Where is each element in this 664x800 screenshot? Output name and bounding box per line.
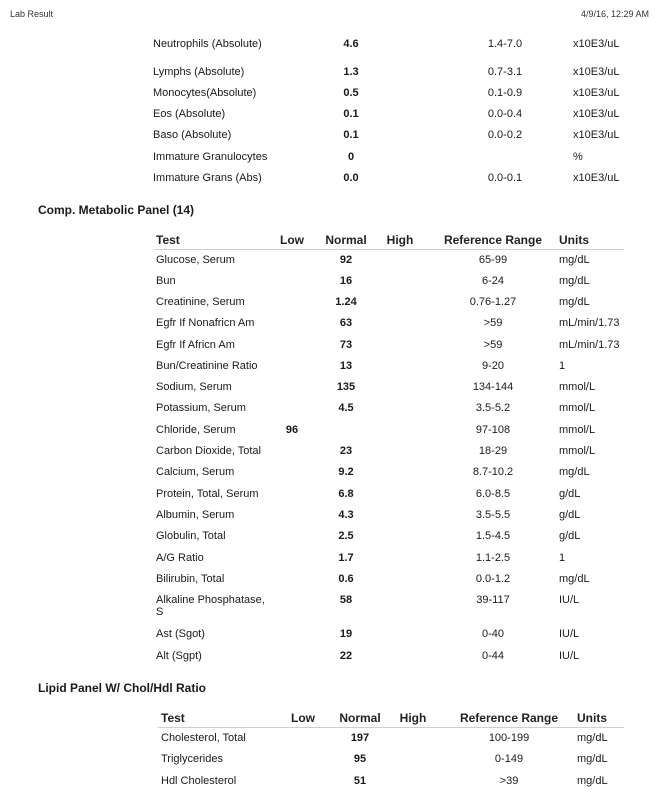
normal-value: 58	[339, 594, 353, 606]
normal-value: 0.6	[338, 573, 354, 585]
test-name: Creatinine, Serum	[156, 296, 245, 308]
test-name: Baso (Absolute)	[153, 129, 232, 141]
result-unit: x10E3/uL	[573, 87, 620, 99]
reference-range: 134-144	[472, 381, 514, 393]
test-name: Bun	[156, 275, 176, 287]
cmp-col-test: Test	[156, 233, 180, 247]
test-name: Cholesterol, Total	[161, 732, 246, 744]
reference-range: 18-29	[478, 445, 508, 457]
normal-value: 1.7	[338, 552, 354, 564]
reference-range: 39-117	[476, 594, 510, 606]
result-unit: 1	[559, 360, 566, 372]
normal-value: 92	[339, 254, 353, 266]
reference-range: 65-99	[478, 254, 508, 266]
lipid-col-low: Low	[291, 711, 315, 725]
cbc-row	[0, 106, 664, 122]
result-value: 0.1	[343, 129, 359, 141]
normal-value: 135	[336, 381, 356, 393]
test-name: Egfr If Africn Am	[156, 339, 235, 351]
lipid-col-reference-range: Reference Range	[459, 711, 559, 725]
reference-range: 6.0-8.5	[475, 488, 511, 500]
test-name: Glucose, Serum	[156, 254, 235, 266]
test-name: Ast (Sgot)	[156, 628, 205, 640]
test-name: Lymphs (Absolute)	[153, 66, 245, 78]
result-value: 0	[347, 151, 355, 163]
cmp-row	[0, 464, 664, 480]
lipid-row	[0, 773, 664, 789]
test-name: Globulin, Total	[156, 530, 226, 542]
result-unit: mmol/L	[559, 402, 596, 414]
result-unit: IU/L	[559, 650, 580, 662]
test-name: Albumin, Serum	[156, 509, 235, 521]
cmp-row	[0, 592, 664, 618]
cbc-row	[0, 149, 664, 165]
normal-value: 51	[353, 775, 367, 787]
test-name: Protein, Total, Serum	[156, 488, 259, 500]
result-unit: mL/min/1.73	[559, 339, 620, 351]
result-unit: x10E3/uL	[573, 129, 620, 141]
result-value: 4.6	[343, 38, 359, 50]
reference-range: 0.0-0.4	[487, 108, 523, 120]
lipid-header-row	[0, 710, 664, 726]
reference-range: >59	[483, 339, 503, 351]
result-unit: mg/dL	[577, 775, 608, 787]
cmp-row	[0, 252, 664, 268]
test-name: Egfr If Nonafricn Am	[156, 317, 255, 329]
cmp-row	[0, 507, 664, 523]
test-name: Eos (Absolute)	[153, 108, 226, 120]
cmp-row	[0, 337, 664, 353]
test-name: Carbon Dioxide, Total	[156, 445, 261, 457]
cbc-row	[0, 127, 664, 143]
reference-range: 3.5-5.2	[475, 402, 511, 414]
normal-value: 1.24	[335, 296, 357, 308]
cbc-row	[0, 85, 664, 101]
result-unit: mmol/L	[559, 445, 596, 457]
result-value: 0.0	[343, 172, 359, 184]
reference-range: 1.1-2.5	[475, 552, 511, 564]
lipid-header-divider	[158, 727, 624, 728]
result-unit: mg/dL	[577, 753, 608, 765]
reference-range: 100-199	[488, 732, 530, 744]
normal-value: 197	[350, 732, 370, 744]
cmp-col-low: Low	[280, 233, 304, 247]
normal-value: 63	[339, 317, 353, 329]
normal-value: 2.5	[338, 530, 354, 542]
normal-value: 16	[339, 275, 353, 287]
test-name: Neutrophils (Absolute)	[153, 38, 262, 50]
reference-range: 0.0-0.1	[487, 172, 523, 184]
cmp-row	[0, 379, 664, 395]
test-name: Chloride, Serum	[156, 424, 236, 436]
result-unit: mg/dL	[559, 296, 590, 308]
test-name: Alkaline Phosphatase,	[156, 594, 265, 606]
reference-range: 1.4-7.0	[487, 38, 523, 50]
lipid-col-units: Units	[577, 711, 607, 725]
cbc-row	[0, 64, 664, 80]
test-name: Hdl Cholesterol	[161, 775, 237, 787]
cmp-col-normal: Normal	[325, 233, 367, 247]
normal-value: 4.5	[338, 402, 354, 414]
result-unit: mL/min/1.73	[559, 317, 620, 329]
cmp-row	[0, 400, 664, 416]
cmp-row	[0, 273, 664, 289]
test-name: Bilirubin, Total	[156, 573, 225, 585]
reference-range: 0.0-1.2	[475, 573, 511, 585]
normal-value: 73	[339, 339, 353, 351]
reference-range: 0-44	[481, 650, 505, 662]
cmp-section-title: Comp. Metabolic Panel (14)	[38, 203, 195, 217]
reference-range: 0.0-0.2	[487, 129, 523, 141]
test-name: Immature Granulocytes	[153, 151, 268, 163]
result-unit: x10E3/uL	[573, 172, 620, 184]
cmp-row	[0, 571, 664, 587]
reference-range: 0.7-3.1	[487, 66, 523, 78]
result-value: 0.1	[343, 108, 359, 120]
cmp-row	[0, 528, 664, 544]
result-unit: 1	[559, 552, 566, 564]
normal-value: 22	[339, 650, 353, 662]
reference-range: 0-40	[481, 628, 505, 640]
result-value: 0.5	[343, 87, 359, 99]
normal-value: 13	[339, 360, 353, 372]
cmp-row	[0, 550, 664, 566]
result-unit: mmol/L	[559, 424, 596, 436]
test-name: Bun/Creatinine Ratio	[156, 360, 258, 372]
test-name: Calcium, Serum	[156, 466, 235, 478]
lipid-col-normal: Normal	[339, 711, 381, 725]
cmp-row	[0, 294, 664, 310]
result-unit: mg/dL	[559, 573, 590, 585]
normal-value: 23	[339, 445, 353, 457]
lipid-col-high: High	[399, 711, 427, 725]
test-name: Immature Grans (Abs)	[153, 172, 262, 184]
cmp-header-divider	[154, 249, 624, 250]
result-unit: x10E3/uL	[573, 66, 620, 78]
result-unit: x10E3/uL	[573, 108, 620, 120]
result-unit: mg/dL	[559, 466, 590, 478]
normal-value: 19	[339, 628, 353, 640]
result-unit: mg/dL	[577, 732, 608, 744]
cbc-row	[0, 36, 664, 52]
document-header-timestamp: 4/9/16, 12:29 AM	[580, 9, 649, 19]
cmp-row	[0, 648, 664, 664]
document-header-title: Lab Result	[10, 9, 54, 19]
cmp-row	[0, 486, 664, 502]
lipid-row	[0, 730, 664, 746]
test-name: Sodium, Serum	[156, 381, 232, 393]
result-unit: mg/dL	[559, 275, 590, 287]
reference-range: >39	[499, 775, 519, 787]
reference-range: >59	[483, 317, 503, 329]
result-unit: x10E3/uL	[573, 38, 620, 50]
reference-range: 1.5-4.5	[475, 530, 511, 542]
test-name-continued: S	[156, 606, 164, 618]
test-name: Potassium, Serum	[156, 402, 246, 414]
cmp-col-high: High	[386, 233, 414, 247]
cmp-row	[0, 422, 664, 438]
cmp-header-row	[0, 232, 664, 248]
low-value: 96	[285, 424, 299, 436]
result-unit: g/dL	[559, 530, 581, 542]
result-unit: g/dL	[559, 509, 581, 521]
cmp-row	[0, 315, 664, 331]
cmp-col-reference-range: Reference Range	[443, 233, 543, 247]
reference-range: 97-108	[475, 424, 511, 436]
normal-value: 95	[353, 753, 367, 765]
cmp-row	[0, 626, 664, 642]
reference-range: 0.76-1.27	[469, 296, 517, 308]
reference-range: 8.7-10.2	[472, 466, 514, 478]
normal-value: 6.8	[338, 488, 354, 500]
reference-range: 9-20	[481, 360, 505, 372]
lipid-col-test: Test	[161, 711, 185, 725]
lipid-section-title: Lipid Panel W/ Chol/Hdl Ratio	[38, 681, 206, 695]
result-unit: mmol/L	[559, 381, 596, 393]
reference-range: 0-149	[494, 753, 524, 765]
normal-value: 4.3	[338, 509, 354, 521]
result-unit: IU/L	[559, 628, 580, 640]
test-name: A/G Ratio	[156, 552, 204, 564]
result-unit: %	[573, 151, 583, 163]
cmp-col-units: Units	[559, 233, 589, 247]
cmp-row	[0, 443, 664, 459]
reference-range: 0.1-0.9	[487, 87, 523, 99]
result-unit: mg/dL	[559, 254, 590, 266]
result-unit: IU/L	[559, 594, 580, 606]
test-name: Alt (Sgpt)	[156, 650, 202, 662]
test-name: Monocytes(Absolute)	[153, 87, 257, 99]
result-unit: g/dL	[559, 488, 581, 500]
cmp-row	[0, 358, 664, 374]
test-name: Triglycerides	[161, 753, 223, 765]
result-value: 1.3	[343, 66, 359, 78]
reference-range: 6-24	[481, 275, 505, 287]
cbc-row	[0, 170, 664, 186]
reference-range: 3.5-5.5	[475, 509, 511, 521]
normal-value: 9.2	[338, 466, 354, 478]
lipid-row	[0, 751, 664, 767]
